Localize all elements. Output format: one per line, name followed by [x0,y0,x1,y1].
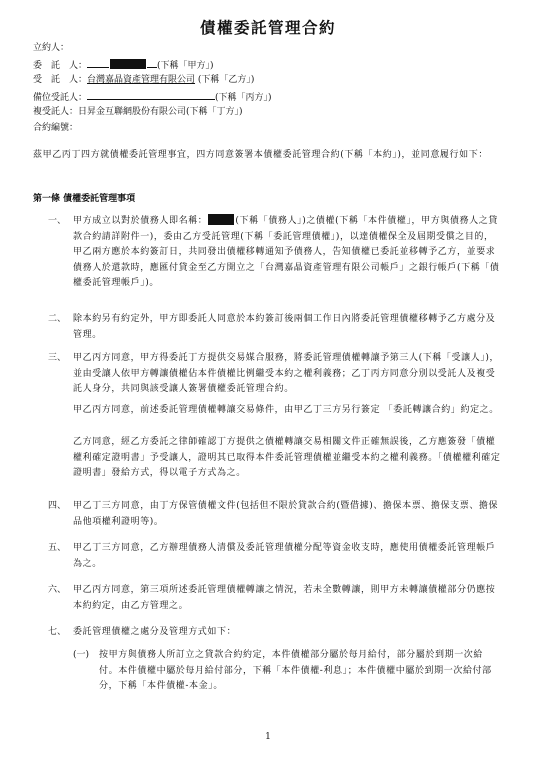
contract-no-label: 合約編號： [33,123,79,133]
item-1-number: 一、 [48,216,67,226]
item-4-number: 四、 [48,501,67,511]
redacted-principal-name [110,59,146,69]
item-7-text: 委託管理債權之處分及管理方式如下： [73,627,237,637]
principal-suffix: (下稱「甲方」) [157,61,214,71]
item-2-text: 除本約另有約定外，甲方即委託人同意於本約簽訂後兩個工作日內將委託管理債權移轉予乙方處分及管理。 [73,314,496,340]
platform-label: 複受託人： [33,107,79,117]
platform-suffix: (下稱「丁方」) [186,107,243,117]
principal-label: 委 託 人： [33,61,88,71]
agent-line [33,74,254,86]
item-7-number: 七、 [48,627,67,637]
item-1-text: 甲方成立以對於債務人即名稱： (下稱「債務人」)之債權(下稱「本件債權」，甲方與債務人之貸款合約請詳附件一)，委由乙方受託管理(下稱「委託管理債權」)，以達債權保全及屆期受償之目的，甲乙兩方應於本約簽訂日，共同發出債權移轉通知予債務人，告知債權已委託並移轉予乙方，並要求債務人於還款時，應匯付貸金至乙方開立之「台灣嘉晶資產管理有限公司帳戶」之銀行帳戶(下稱「債權委託管理帳戶」)。 [73,216,500,289]
redacted-debtor-name [208,214,234,225]
agent-suffix: (下稱「乙方」) [197,75,255,85]
backup-suffix: (下稱「丙方」) [215,93,272,103]
item-5-text: 甲乙丁三方同意，乙方辦理債務人清償及委託管理債權分配等資金收支時，應使用債權委託管理帳戶為之。 [73,543,496,569]
item-4-text: 甲乙丁三方同意，由丁方保管債權文件(包括但不限於貸款合約(暨借據)、擔保本票、擔保支票、擔保品他項權利證明等)。 [73,501,499,527]
item-3-text-2: 甲乙丙方同意，前述委託管理債權轉讓交易條件，由甲乙丁三方另行簽定 「委託轉讓合約」約定之。 [73,405,499,415]
item-6-text: 甲乙丙方同意，第三項所述委託管理債權轉讓之情況，若未全數轉讓，則甲方未轉讓債權部分仍應按本約約定，由乙方管理之。 [73,585,496,611]
agent-label: 受 託 人： [33,75,88,85]
sub-item-1-number: (一) [73,650,90,660]
backup-line [33,90,272,104]
item-6-number: 六、 [48,585,67,595]
item-3-text-3: 乙方同意，經乙方委託之律師確認丁方提供之債權轉讓交易相關文件正確無誤後，乙方應簽發「債權權利確定證明書」予受讓人，證明其已取得本件委託管理債權並繼受本約之權利義務。「債權權利確定證明書」發給方式，得以電子方式為之。 [73,437,501,479]
principal-line [33,58,214,72]
contract-title: 債權委託管理合約 [199,18,336,37]
page-number: 1 [265,732,271,742]
item-3-number: 三、 [48,353,67,363]
section-1-title: 第一條 債權委託管理事項 [33,194,136,204]
item-5-number: 五、 [48,543,67,553]
sub-item-1-text: 按甲方與債務人所訂立之貸款合約約定，本件債權部分屬於每月給付，部分屬於到期一次給付。本件債權中屬於每月給付部分，下稱「本件債權-利息」；本件債權中屬於到期一次給付部分，下稱「本件債權-本金」。 [99,650,492,692]
parties-header: 立約人： [33,43,70,53]
agent-name: 台灣嘉晶資產管理有限公司 [87,75,196,85]
item-3-text: 甲乙丙方同意，甲方得委託丁方提供交易媒合服務，將委託管理債權轉讓予第三人(下稱「受讓人」)，並由受讓人依甲方轉讓債權佔本件債權比例繼受本約之權利義務；乙丁丙方同意分別以受託人及複受託人身分，共同與該受讓人簽署債權委託管理合約。 [73,353,500,395]
item-2-number: 二、 [48,314,67,324]
backup-label: 備位受託人： [33,93,88,103]
platform-name: 日昇金互聯網股份有限公司 [78,107,187,117]
intro-paragraph: 茲甲乙丙丁四方就債權委託管理事宜，四方同意簽署本債權委託管理合約(下稱「本約」)，並同意履行如下： [33,150,488,160]
platform-line [33,106,243,118]
